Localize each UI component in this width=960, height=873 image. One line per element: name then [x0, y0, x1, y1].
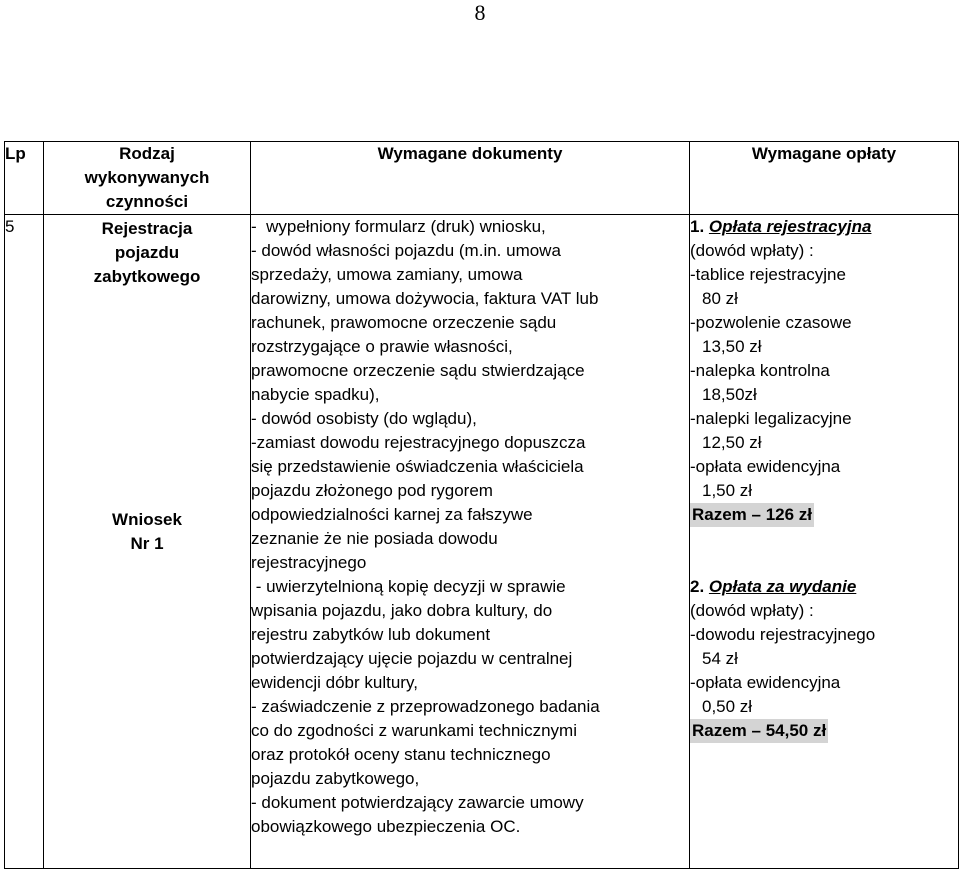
document-line: zeznanie że nie posiada dowodu [251, 529, 498, 548]
wniosek-label [44, 508, 250, 556]
fee-section-title [690, 575, 958, 599]
fee-item-amount: 12,50 zł [702, 433, 762, 452]
document-line: - uwierzytelnioną kopię decyzji w sprawie [251, 577, 566, 596]
document-line: darowizny, umowa dożywocia, faktura VAT lub [251, 289, 599, 308]
documents-list [251, 215, 690, 869]
registration-line: zabytkowego [93, 267, 201, 286]
document-line: co do zgodności z warunkami technicznymi [251, 721, 577, 740]
fee-section-issuance [690, 575, 958, 743]
header-rodzaj [44, 142, 251, 215]
document-line: -zamiast dowodu rejestracyjnego dopuszcza [251, 433, 586, 452]
document-line: - zaświadczenie z przeprowadzonego badania [251, 697, 600, 716]
document-line: sprzedaży, umowa zamiany, umowa [251, 265, 523, 284]
fee-note: (dowód wpłaty) : [690, 241, 814, 260]
document-line: - dokument potwierdzający zawarcie umowy [251, 793, 584, 812]
document-line: wpisania pojazdu, jako dobra kultury, do [251, 601, 553, 620]
document-line: obowiązkowego ubezpieczenia OC. [251, 817, 521, 836]
document-line: prawomocne orzeczenie sądu stwierdzające [251, 361, 585, 380]
fee-section-number: 1. [690, 217, 705, 236]
registration-line: pojazdu [114, 243, 180, 262]
document-line: - dowód własności pojazdu (m.in. umowa [251, 241, 561, 260]
requirements-table [4, 141, 959, 869]
row-rodzaj [44, 215, 251, 869]
table-row [5, 215, 959, 869]
fee-section-name: Opłata za wydanie [708, 577, 857, 596]
fee-item-label: -opłata ewidencyjna [690, 457, 841, 476]
fee-total: Razem – 54,50 zł [690, 719, 828, 743]
document-line: pojazdu zabytkowego, [251, 769, 420, 788]
fee-item-amount: 1,50 zł [702, 481, 753, 500]
wniosek-line: Wniosek [112, 510, 182, 529]
fee-item-label: -pozwolenie czasowe [690, 313, 852, 332]
header-dokumenty: Wymagane dokumenty [251, 142, 690, 215]
fee-item-amount: 80 zł [702, 289, 738, 308]
document-line: nabycie spadku), [251, 385, 380, 404]
fee-section-registration [690, 215, 958, 527]
fees-cell [690, 215, 959, 869]
fee-item-label: -nalepki legalizacyjne [690, 409, 852, 428]
document-line: - dowód osobisty (do wglądu), [251, 409, 477, 428]
fee-item-amount: 18,50zł [702, 385, 757, 404]
document-line: rozstrzygające o prawie własności, [251, 337, 513, 356]
row-lp: 5 [5, 215, 44, 869]
wniosek-line: Nr 1 [130, 534, 164, 553]
header-rodzaj-line: wykonywanych [84, 168, 210, 187]
page-number: 8 [474, 0, 486, 25]
fee-item-amount: 54 zł [702, 649, 738, 668]
document-line: pojazdu złożonego pod rygorem [251, 481, 493, 500]
header-rodzaj-line: czynności [105, 192, 189, 211]
document-line: odpowiedzialności karnej za fałszywe [251, 505, 533, 524]
fee-item-label: -tablice rejestracyjne [690, 265, 846, 284]
fee-section-number: 2. [690, 577, 705, 596]
fee-item-label: -nalepka kontrolna [690, 361, 830, 380]
document-line: - wypełniony formularz (druk) wniosku, [251, 217, 546, 236]
header-rodzaj-line: Rodzaj [119, 144, 175, 163]
document-line: rejestru zabytków lub dokument [251, 625, 491, 644]
document-line: rachunek, prawomocne orzeczenie sądu [251, 313, 557, 332]
fee-section-name: Opłata rejestracyjna [708, 217, 872, 236]
header-row [5, 142, 959, 215]
fee-section-title [690, 215, 958, 239]
header-lp: Lp [5, 142, 44, 215]
registration-label [44, 215, 250, 289]
header-oplaty: Wymagane opłaty [690, 142, 959, 215]
document-line: potwierdzający ujęcie pojazdu w centralnej [251, 649, 573, 668]
registration-line: Rejestracja [101, 219, 193, 238]
fee-item-label: -opłata ewidencyjna [690, 673, 841, 692]
fee-note: (dowód wpłaty) : [690, 601, 814, 620]
document-line: ewidencji dóbr kultury, [251, 673, 418, 692]
fee-item-amount: 13,50 zł [702, 337, 762, 356]
document-line: rejestracyjnego [251, 553, 367, 572]
fee-item-amount: 0,50 zł [702, 697, 753, 716]
document-line: się przedstawienie oświadczenia właściciela [251, 457, 584, 476]
document-line: oraz protokół oceny stanu technicznego [251, 745, 551, 764]
fee-total: Razem – 126 zł [690, 503, 814, 527]
fee-item-label: -dowodu rejestracyjnego [690, 625, 876, 644]
